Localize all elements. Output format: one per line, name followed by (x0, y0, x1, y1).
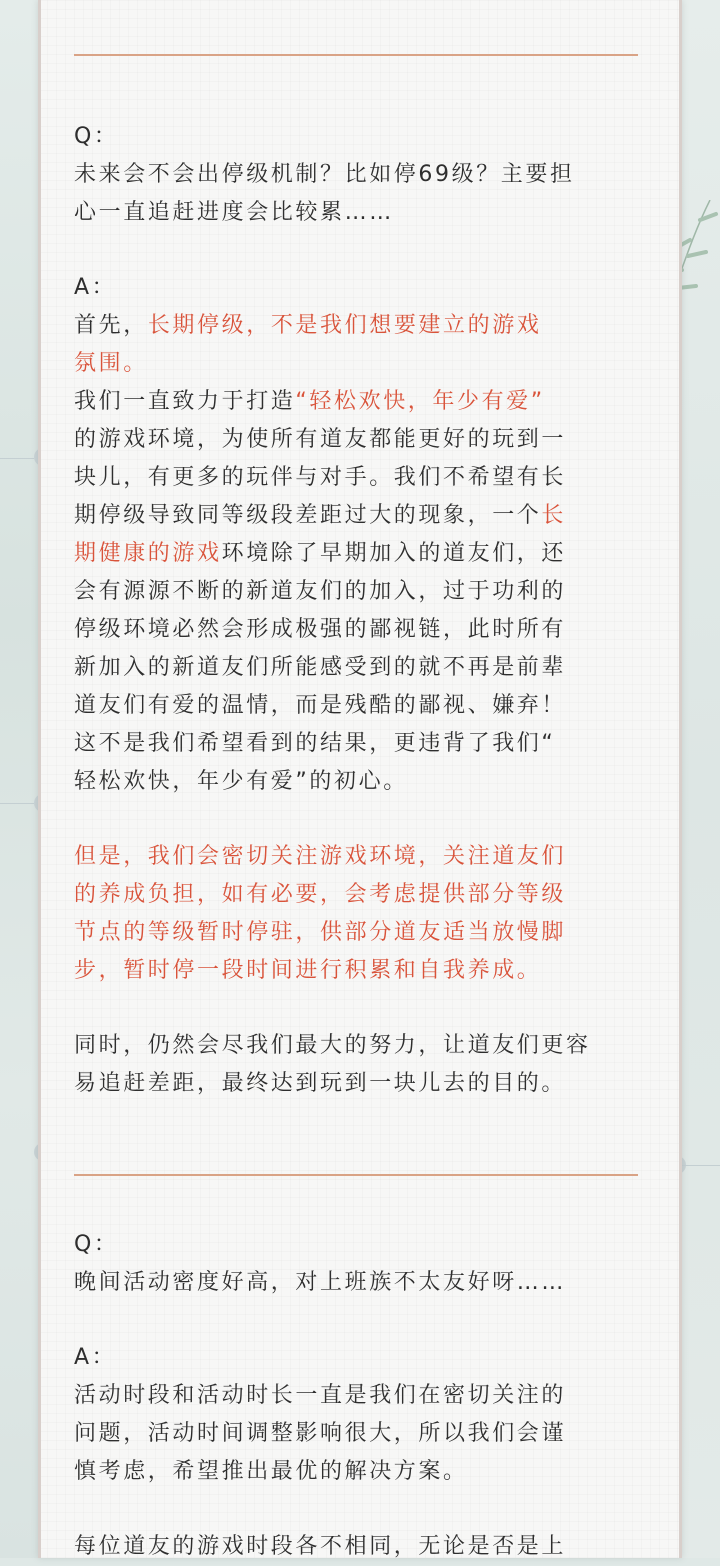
spacer (74, 1491, 640, 1528)
answer-highlight-line: 的养成负担，如有必要，会考虑提供部分等级 (74, 882, 567, 907)
answer-highlight-text: 长 (541, 503, 567, 528)
answer-line (74, 573, 640, 611)
answer-line (74, 345, 640, 383)
answer-line (74, 725, 640, 763)
answer-text: 期停级导致同等级段差距过大的现象，一个 (74, 503, 542, 528)
answer-highlight-text: 长期停级，不是我们想要建立的游戏 (147, 313, 542, 338)
answer-text: 我们一直致力于打造 (74, 389, 296, 414)
answer-line (74, 763, 640, 801)
answer-text: 轻松欢快，年少有爱”的初心。 (74, 769, 408, 794)
qa-section-2 (74, 1226, 640, 1566)
answer-label: A： (74, 1345, 117, 1370)
answer-text: 首先， (74, 313, 148, 338)
answer-highlight-line: 节点的等级暂时停驻，供部分道友适当放慢脚 (74, 920, 567, 945)
answer-text: 块儿，有更多的玩伴与对手。我们不希望有长 (74, 465, 567, 490)
question-line: 未来会不会出停级机制？比如停69级？主要担 (74, 162, 575, 187)
section-divider-top (74, 54, 638, 56)
panel-border-right (679, 0, 682, 1558)
question-label: Q： (74, 124, 119, 149)
answer-text: 会有源源不断的新道友们的加入，过于功利的 (74, 579, 567, 604)
decorative-line (682, 1165, 720, 1166)
answer-highlight-line: 但是，我们会密切关注游戏环境，关注道友们 (74, 844, 567, 869)
answer-line: 同时，仍然会尽我们最大的努力，让道友们更容 (74, 1033, 591, 1058)
spacer (74, 801, 640, 838)
answer-text: 环境除了早期加入的道友们，还 (221, 541, 567, 566)
decorative-line (0, 458, 34, 459)
qa-section-1 (74, 118, 640, 1103)
answer-label: A： (74, 275, 117, 300)
answer-highlight-text: 期健康的游戏 (74, 541, 222, 566)
answer-line (74, 307, 640, 345)
answer-highlight-line: 步，暂时停一段时间进行积累和自我养成。 (74, 958, 542, 983)
spacer (74, 990, 640, 1027)
answer-text: 停级环境必然会形成极强的鄙视链，此时所有 (74, 617, 567, 642)
left-background (0, 0, 38, 1558)
question-label: Q： (74, 1232, 119, 1257)
answer-line (74, 687, 640, 725)
answer-line (74, 535, 640, 573)
answer-paragraph (74, 307, 640, 801)
article-panel (38, 0, 682, 1558)
answer-line (74, 383, 640, 421)
question-line: 心一直追赶进度会比较累…… (74, 200, 394, 225)
answer-highlight-text: 氛围。 (74, 351, 148, 376)
answer-line (74, 497, 640, 535)
answer-line (74, 459, 640, 497)
decorative-line (0, 803, 34, 804)
answer-highlight-text: “轻松欢快，年少有爱” (295, 389, 545, 414)
answer-line (74, 649, 640, 687)
spacer (74, 1302, 640, 1339)
spacer (74, 232, 640, 269)
answer-text: 新加入的新道友们所能感受到的就不再是前辈 (74, 655, 567, 680)
answer-line: 慎考虑，希望推出最优的解决方案。 (74, 1459, 468, 1484)
answer-line: 每位道友的游戏时段各不相同，无论是否是上 (74, 1534, 567, 1559)
section-divider-middle (74, 1174, 638, 1176)
answer-text: 的游戏环境，为使所有道友都能更好的玩到一 (74, 427, 567, 452)
answer-text: 道友们有爱的温情，而是残酷的鄙视、嫌弃！ (74, 693, 567, 718)
panel-border-left (38, 0, 41, 1558)
answer-line (74, 611, 640, 649)
answer-line: 问题，活动时间调整影响很大，所以我们会谨 (74, 1421, 567, 1446)
answer-line (74, 421, 640, 459)
answer-line: 易追赶差距，最终达到玩到一块儿去的目的。 (74, 1071, 567, 1096)
answer-line: 活动时段和活动时长一直是我们在密切关注的 (74, 1383, 567, 1408)
answer-text: 这不是我们希望看到的结果，更违背了我们“ (74, 731, 556, 756)
question-line: 晚间活动密度好高，对上班族不太友好呀…… (74, 1270, 567, 1295)
